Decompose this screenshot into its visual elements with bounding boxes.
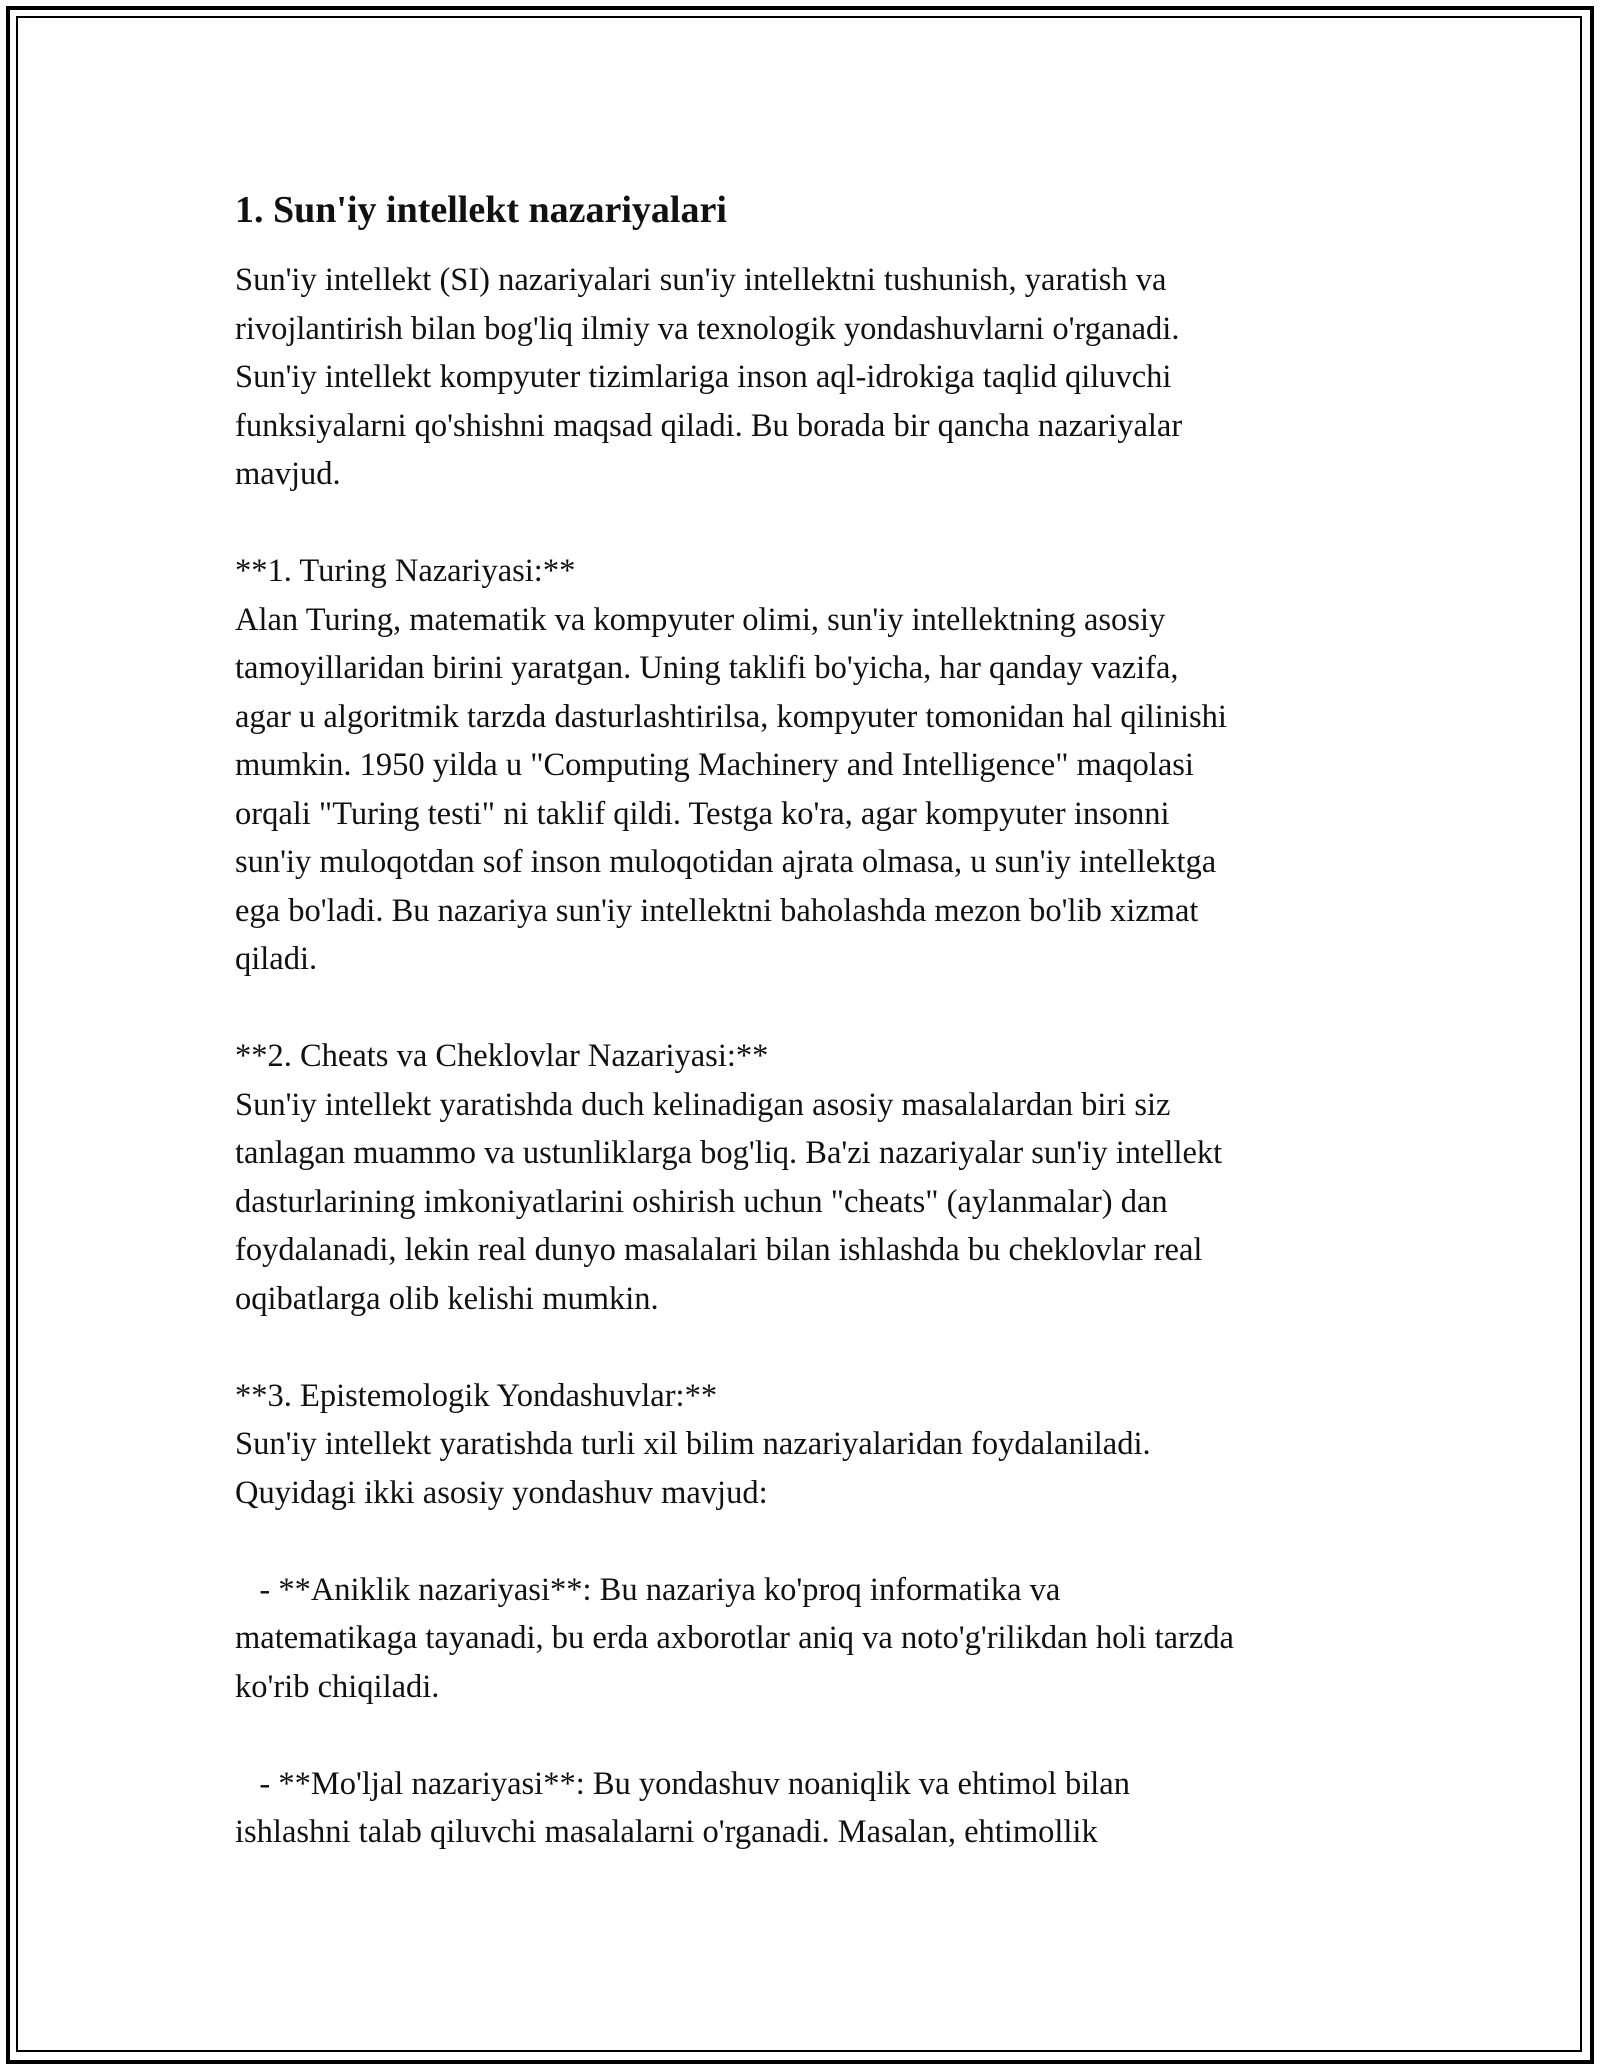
- section-body-turing: Alan Turing, matematik va kompyuter olimi, sun'iy intellektning asosiy tamoyillaridan birini yaratgan. Uning taklifi bo'yicha, har qanday vazifa, agar u algoritmik tarzda dasturlashtirilsa, kompyuter tomonidan hal qilinishi mumkin. 1950 yilda u "Computing Machinery and Intelligence" maqolasi orqali "Turing testi" ni taklif qildi. Testga ko'ra, agar kompyuter insonni sun'iy muloqotdan sof inson muloqotidan ajrata olmasa, u sun'iy intellektga ega bo'ladi. Bu nazariya sun'iy intellektni baholashda mezon bo'lib xizmat qiladi.: [235, 601, 1227, 977]
- section-heading-cheats: **2. Cheats va Cheklovlar Nazariyasi:**: [235, 1038, 769, 1074]
- section-body-cheats: Sun'iy intellekt yaratishda duch kelinadigan asosiy masalalardan biri siz tanlagan muammo va ustunliklarga bog'liq. Ba'zi nazariyalar sun'iy intellekt dasturlarining imkoniyatlarini oshirish uchun "cheats" (aylanmalar) dan foydalanadi, lekin real dunyo masalalari bilan ishlashda bu cheklovlar real oqibatlarga olib kelishi mumkin.: [235, 1086, 1223, 1317]
- section-body-epistemology: Sun'iy intellekt yaratishda turli xil bilim nazariyalaridan foydalaniladi. Quyidagi ikki asosiy yondashuv mavjud:: [235, 1426, 1151, 1511]
- section-heading-turing: **1. Turing Nazariyasi:**: [235, 553, 576, 589]
- document-body: [235, 186, 1375, 1857]
- section-heading-epistemology: **3. Epistemologik Yondashuvlar:**: [235, 1377, 718, 1414]
- intro-paragraph: Sun'iy intellekt (SI) nazariyalari sun'iy intellektni tushunish, yaratish va rivojlantirish bilan bog'liq ilmiy va texnologik yondashuvlarni o'rganadi. Sun'iy intellekt kompyuter tizimlariga inson aql-idrokiga taqlid qiluvchi funksiyalarni qo'shishni maqsad qiladi. Bu borada bir qancha nazariyalar mavjud.: [235, 262, 1183, 492]
- paragraph-gap: [235, 499, 1375, 548]
- paragraph-gap: [235, 1711, 1375, 1760]
- paragraph-gap: [235, 984, 1375, 1033]
- paragraph-gap: [235, 1323, 1375, 1372]
- list-item-aniklik: - **Aniklik nazariyasi**: Bu nazariya ko'proq informatika va matematikaga tayanadi, bu erda axborotlar aniq va noto'g'rilikdan holi tarzda ko'rib chiqiladi.: [235, 1571, 1234, 1705]
- paragraph-gap: [235, 1517, 1375, 1566]
- document-title: 1. Sun'iy intellekt nazariyalari: [235, 189, 727, 231]
- list-item-moljal: - **Mo'ljal nazariyasi**: Bu yondashuv noaniqlik va ehtimol bilan ishlashni talab qiluvchi masalalarni o'rganadi. Masalan, ehtimollik: [235, 1765, 1130, 1850]
